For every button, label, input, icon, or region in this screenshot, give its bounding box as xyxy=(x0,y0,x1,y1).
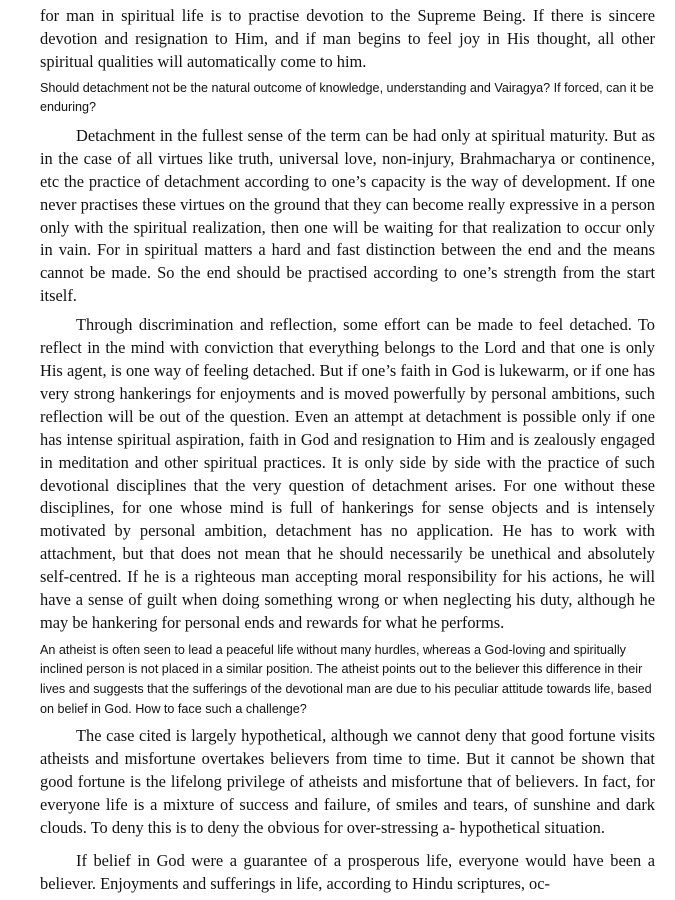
answer-2-paragraph-1: The case cited is largely hypothetical, although we cannot deny that good fortune visits atheists and misfortune overtakes believers from time to time. But it cannot be shown that good fortune is the lifelong privilege of atheists and misfortune that of believers. In fact, for everyone life is a mixture of success and failure, of smiles and tears, of sunshine and dark clouds. To deny this is to deny the obvious for over-stressing a- hypothetical situation. xyxy=(40,726,655,837)
question-2: An atheist is often seen to lead a peaceful life without many hurdles, whereas a God-loving and spiritually inclined person is not placed in a similar position. The atheist points out to the believer this difference in their lives and suggests that the sufferings of the devotional man are due to his peculiar attitude towards life, based on belief in God. How to face such a challenge? xyxy=(40,642,652,716)
answer-1-paragraph-2: Through discrimination and reflection, some effort can be made to feel detached. To reflect in the mind with conviction that everything belongs to the Lord and that one is only His agent, is one way of feeling detached. But if one’s faith in God is lukewarm, or if one has very strong hankerings for enjoyments and is moved powerfully by personal ambitions, such reflection will be out of the question. Even an attempt at detachment is possible only if one has intense spiritual aspiration, faith in God and resignation to Him and is zealously engaged in meditation and other spiritual practices. It is only side by side with the practice of such devotional disciplines that the very question of detachment arises. For one without these disciplines, for one whose mind is full of hankerings for sense objects and is intensely motivated by personal ambition, detachment has no application. He has to work with attachment, but that does not mean that he should necessarily be unethical and absolutely self-centred. If he is a righteous man accepting moral responsibility for his actions, he will have a sense of guilt when doing something wrong or when neglecting his duty, although he may be hankering for personal ends and rewards for what he performs. xyxy=(40,315,655,632)
question-1: Should detachment not be the natural outcome of knowledge, understanding and Vairagya? If forced, can it be enduring? xyxy=(40,80,654,115)
intro-paragraph: for man in spiritual life is to practise devotion to the Supreme Being. If there is sincere devotion and resignation to Him, and if man begins to feel joy in His thought, all other spiritual qualities will automatically come to him. xyxy=(40,6,655,71)
answer-2-paragraph-2: If belief in God were a guarantee of a prosperous life, everyone would have been a believer. Enjoyments and sufferings in life, according to Hindu scriptures, oc- xyxy=(40,850,655,893)
answer-1-paragraph-1: Detachment in the fullest sense of the term can be had only at spiritual maturity. But as in the case of all virtues like truth, universal love, non-injury, Brahmacharya or continence, etc the practice of detachment according to one’s capacity is the way of development. If one never practises these virtues on the ground that they can become really expressive in a person only with the spiritual realization, then one will be waiting for that realization to occur only in vain. For in spiritual matters a hard and fast distinction between the end and the means cannot be made. So the end should be practised according to one’s strength from the start itself. xyxy=(40,125,655,306)
